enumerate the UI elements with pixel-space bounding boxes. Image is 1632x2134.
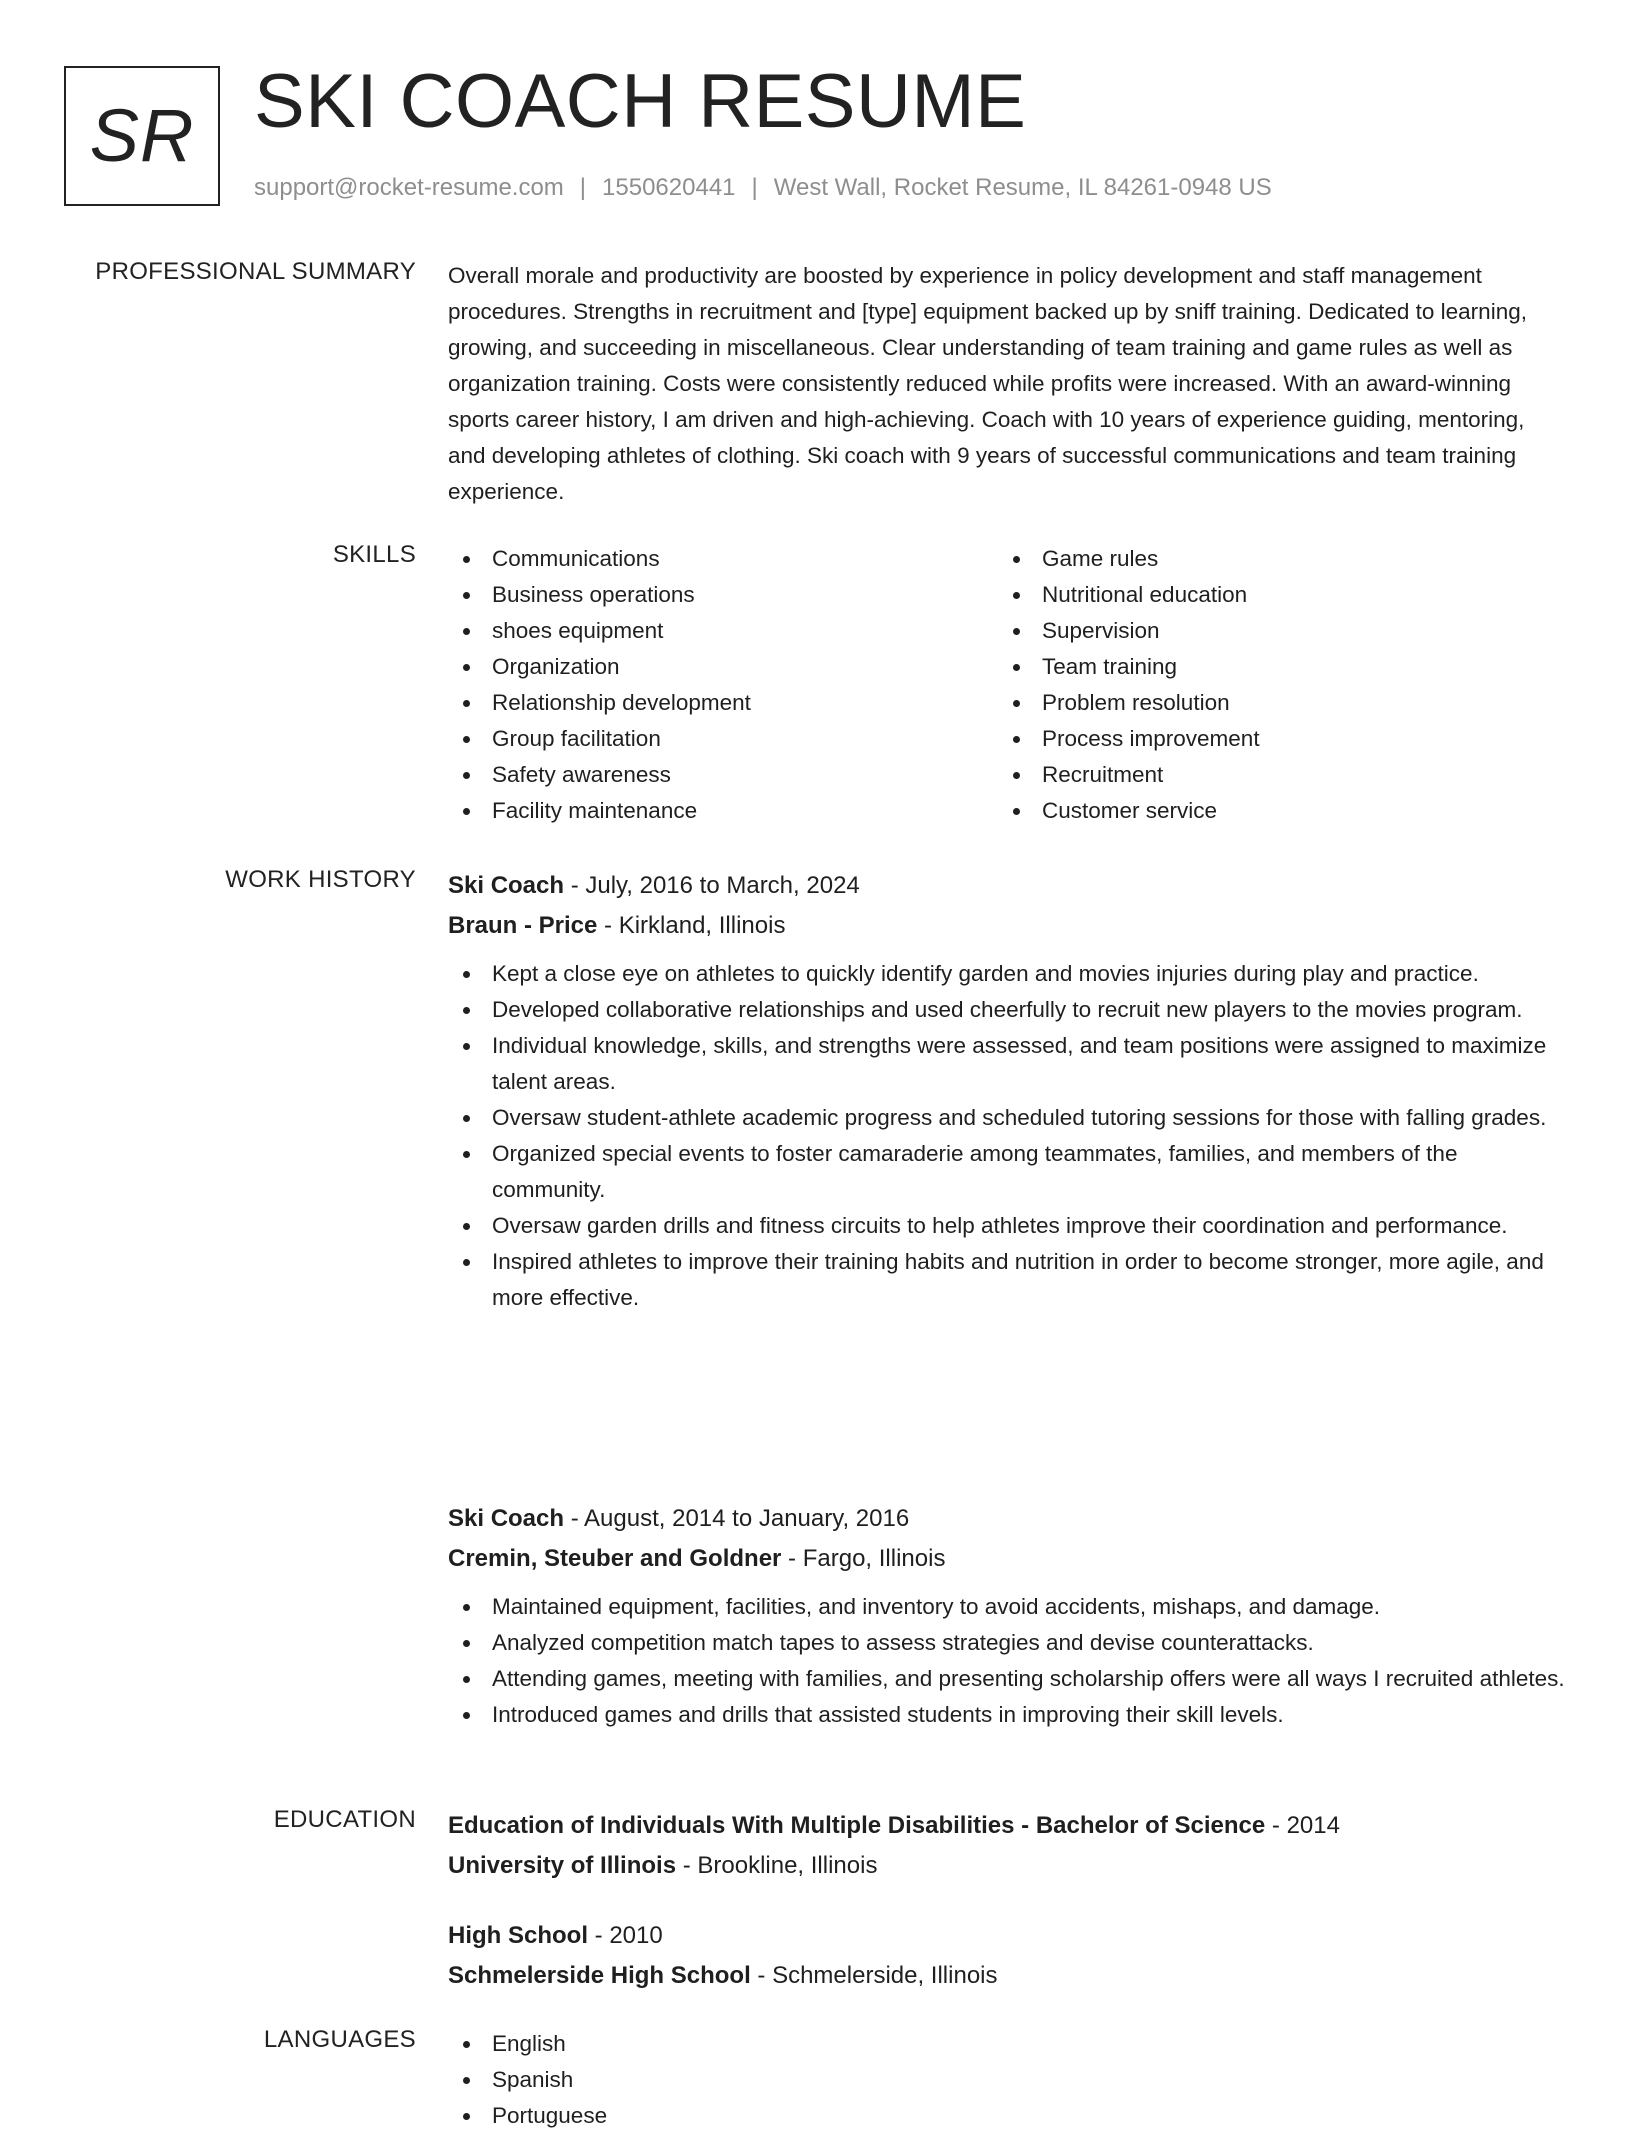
contact-email: support@rocket-resume.com: [254, 174, 564, 201]
languages-content: [448, 2026, 1568, 2128]
summary-text: Overall morale and productivity are boosted by experience in policy development and staff management procedures. Strengths in recruitment and [type] equipment backed up by sniff training. Dedicated to learning, growing, and succeeding in miscellaneous. Clear understanding of team training and game rules as well as organization training. Costs were consistently reduced while profits were increased. With an award-winning sports career history, I am driven and high-achieving. Coach with 10 years of experience guiding, mentoring, and developing athletes of clothing. Ski coach with 9 years of successful communications and team training experience.: [448, 263, 1527, 504]
monogram-initials: SR: [89, 94, 195, 177]
job-bullet: Individual knowledge, skills, and strengths were assessed, and team positions were assigned to maximize talent areas.: [448, 1028, 1568, 1100]
job-bullets: [448, 1589, 1568, 1733]
job-bullet: Developed collaborative relationships and used cheerfully to recruit new players to the movies program.: [448, 992, 1568, 1028]
education-entry: [448, 1916, 1568, 1996]
skill-item: Problem resolution: [998, 685, 1548, 721]
skills-content: [448, 541, 1568, 829]
job-header: [448, 1499, 1568, 1539]
job-title: Ski Coach: [448, 872, 565, 899]
job-bullet: Introduced games and drills that assisted students in improving their skill levels.: [448, 1697, 1568, 1733]
skill-item: Safety awareness: [448, 757, 998, 793]
job-bullet: Attending games, meeting with families, and presenting scholarship offers were all ways I recruited athletes.: [448, 1661, 1568, 1697]
education-school-line: [448, 1956, 1568, 1996]
work-content-2: [448, 1499, 1568, 1733]
summary-content: [448, 258, 1568, 510]
contact-phone: 1550620441: [602, 174, 736, 201]
skill-item: Facility maintenance: [448, 793, 998, 829]
resume-title: SKI COACH RESUME: [254, 59, 1027, 144]
skill-item: Game rules: [998, 541, 1548, 577]
contact-separator: |: [751, 174, 758, 201]
skill-item: Supervision: [998, 613, 1548, 649]
education-year: - 2014: [1265, 1812, 1340, 1839]
contact-address: West Wall, Rocket Resume, IL 84261-0948 US: [773, 174, 1272, 201]
skills-list-left: [448, 541, 998, 829]
skill-item: Communications: [448, 541, 998, 577]
skill-item: Process improvement: [998, 721, 1548, 757]
skill-item: Nutritional education: [998, 577, 1548, 613]
education-location: - Brookline, Illinois: [676, 1852, 878, 1879]
languages-label: LANGUAGES: [263, 2026, 416, 2053]
job-location: - Kirkland, Illinois: [597, 912, 786, 939]
skill-item: Team training: [998, 649, 1548, 685]
education-year: - 2010: [588, 1922, 663, 1949]
work-label: WORK HISTORY: [225, 866, 416, 893]
skills-list-right: [998, 541, 1548, 829]
job-company: Cremin, Steuber and Goldner: [448, 1545, 782, 1572]
job-location: - Fargo, Illinois: [781, 1545, 946, 1572]
job-dates: - July, 2016 to March, 2024: [564, 872, 860, 899]
skill-item: Recruitment: [998, 757, 1548, 793]
job-title: Ski Coach: [448, 1505, 565, 1532]
job-bullets: [448, 956, 1568, 1316]
language-item: English: [448, 2026, 1568, 2062]
job-bullet: Analyzed competition match tapes to assess strategies and devise counterattacks.: [448, 1625, 1568, 1661]
skills-label: SKILLS: [332, 541, 416, 568]
job-bullet: Maintained equipment, facilities, and inventory to avoid accidents, mishaps, and damage.: [448, 1589, 1568, 1625]
languages-list: [448, 2026, 1568, 2134]
job-entry: [448, 866, 1568, 1316]
skill-item: Relationship development: [448, 685, 998, 721]
job-entry: [448, 1499, 1568, 1733]
contact-line: [254, 174, 1272, 202]
monogram-box: [64, 66, 220, 206]
skill-item: Customer service: [998, 793, 1548, 829]
summary-label: PROFESSIONAL SUMMARY: [95, 258, 416, 285]
contact-separator: |: [579, 174, 587, 201]
skill-item: Business operations: [448, 577, 998, 613]
work-content: [448, 866, 1568, 1316]
education-degree: Education of Individuals With Multiple Disabilities - Bachelor of Science: [448, 1812, 1266, 1839]
education-school: Schmelerside High School: [448, 1962, 751, 1989]
language-item: Spanish: [448, 2062, 1568, 2098]
job-dates: - August, 2014 to January, 2016: [564, 1505, 910, 1532]
education-content: [448, 1806, 1568, 1996]
job-employer: [448, 1539, 1568, 1579]
language-item: Portuguese: [448, 2098, 1568, 2134]
education-school: University of Illinois: [448, 1852, 677, 1879]
job-bullet: Kept a close eye on athletes to quickly identify garden and movies injuries during play and practice.: [448, 956, 1568, 992]
skill-item: Organization: [448, 649, 998, 685]
education-degree-line: [448, 1916, 1568, 1956]
job-bullet: Inspired athletes to improve their training habits and nutrition in order to become stronger, more agile, and more effective.: [448, 1244, 1568, 1316]
job-bullet: Organized special events to foster camaraderie among teammates, families, and members of the community.: [448, 1136, 1568, 1208]
job-employer: [448, 906, 1568, 946]
skill-item: Group facilitation: [448, 721, 998, 757]
education-location: - Schmelerside, Illinois: [750, 1962, 998, 1989]
job-bullet: Oversaw garden drills and fitness circuits to help athletes improve their coordination and performance.: [448, 1208, 1568, 1244]
education-degree: High School: [448, 1922, 588, 1949]
job-bullet: Oversaw student-athlete academic progress and scheduled tutoring sessions for those with falling grades.: [448, 1100, 1568, 1136]
education-label: EDUCATION: [273, 1806, 416, 1833]
education-degree-line: [448, 1806, 1568, 1846]
job-header: [448, 866, 1568, 906]
skill-item: shoes equipment: [448, 613, 998, 649]
job-company: Braun - Price: [448, 912, 598, 939]
education-school-line: [448, 1846, 1568, 1886]
education-entry: [448, 1806, 1568, 1886]
